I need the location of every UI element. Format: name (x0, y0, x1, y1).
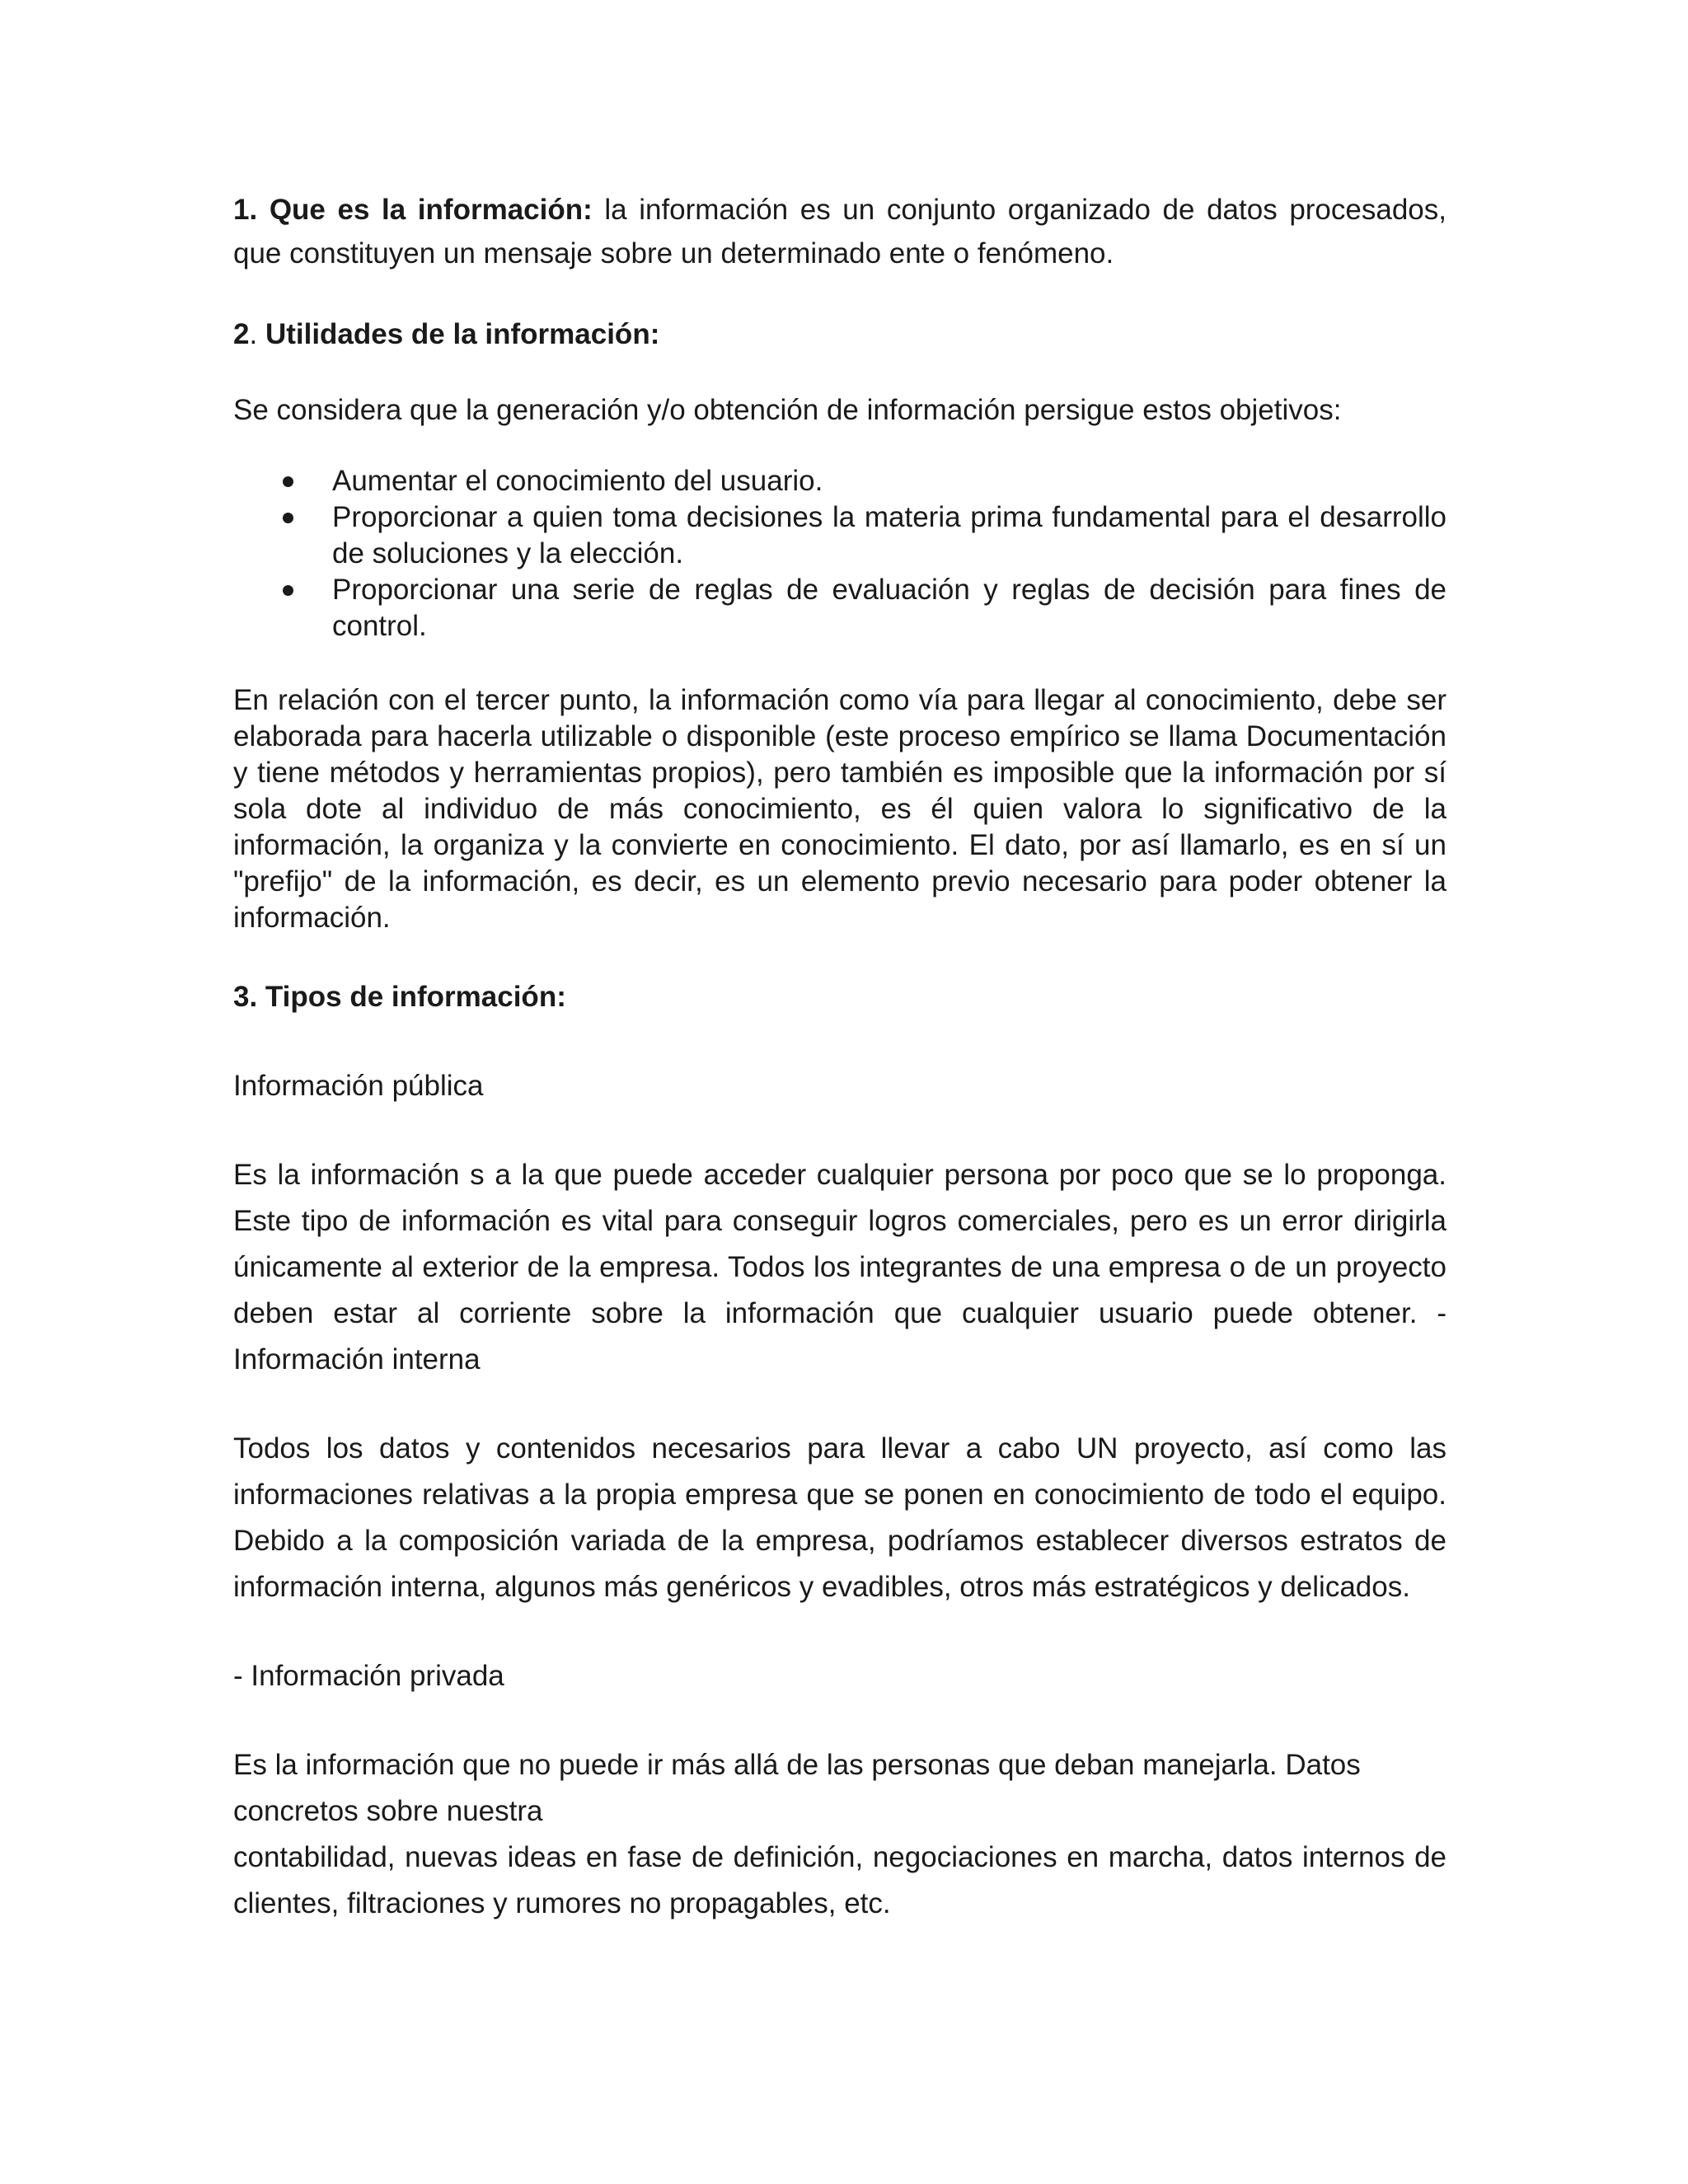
list-item (233, 572, 1447, 644)
list-item (233, 463, 1447, 499)
section-2-intro: Se considera que la generación y/o obtención de información persigue estos objetivos: (233, 394, 1342, 426)
list-item-text: Proporcionar una serie de reglas de evaluación y reglas de decisión para fines de control. (332, 574, 1447, 642)
section-1-number: 1. (233, 194, 258, 226)
section-3-heading: 3. Tipos de información: (233, 981, 566, 1013)
document-page (233, 188, 1447, 1927)
section-2-number: 2 (233, 318, 250, 350)
public-info-title: Información pública (233, 1070, 484, 1102)
bullet-icon (283, 513, 293, 523)
public-info-paragraph: Es la información s a la que puede acceder cualquier persona por poco que se lo proponga. Este tipo de información es vital para conseguir logros comerciales, pero es un error dirigirla únicamente al exterior de la empresa. Todos los integrantes de una empresa o de un proyecto deben estar al corriente sobre la información que cualquier usuario puede obtener. - Información interna (233, 1159, 1447, 1376)
bullet-icon (283, 476, 293, 487)
section-1-text: la información es un conjunto organizado de datos procesados, que constituyen un mensaje sobre un determinado ente o fenómeno. (233, 194, 1447, 269)
bullet-icon (283, 585, 293, 596)
section-1-heading: Que es la información: (269, 194, 593, 226)
list-item-text: Proporcionar a quien toma decisiones la materia prima fundamental para el desarrollo de soluciones y la elección. (332, 501, 1447, 569)
section-2-heading: Utilidades de la información: (265, 318, 660, 350)
list-item-text: Aumentar el conocimiento del usuario. (332, 465, 823, 497)
section-2-paragraph: En relación con el tercer punto, la información como vía para llegar al conocimiento, debe ser elaborada para hacerla utilizable o disponible (este proceso empírico se llama Documentación y tiene métodos y herramientas propios), pero también es imposible que la información por sí sola dote al individuo de más conocimiento, es él quien valora lo significativo de la información, la organiza y la convierte en conocimiento. El dato, por así llamarlo, es en sí un "prefijo" de la información, es decir, es un elemento previo necesario para poder obtener la información. (233, 684, 1447, 934)
private-info-title: - Información privada (233, 1660, 504, 1692)
private-info-paragraph-line2: contabilidad, nuevas ideas en fase de definición, negociaciones en marcha, datos internos de clientes, filtraciones y rumores no propagables, etc. (233, 1841, 1447, 1919)
section-1-paragraph (233, 188, 1447, 275)
section-2-heading-line (233, 312, 1447, 358)
internal-info-paragraph: Todos los datos y contenidos necesarios para llevar a cabo UN proyecto, así como las informaciones relativas a la propia empresa que se ponen en conocimiento de todo el equipo. Debido a la composición variada de la empresa, podríamos establecer diversos estratos de información interna, algunos más genéricos y evadibles, otros más estratégicos y delicados. (233, 1432, 1447, 1603)
objectives-list (233, 463, 1447, 644)
private-info-paragraph-line1: Es la información que no puede ir más allá de las personas que deban manejarla. Datos concretos sobre nuestra (233, 1749, 1361, 1827)
list-item (233, 499, 1447, 572)
section-2-dot: . (249, 318, 258, 350)
